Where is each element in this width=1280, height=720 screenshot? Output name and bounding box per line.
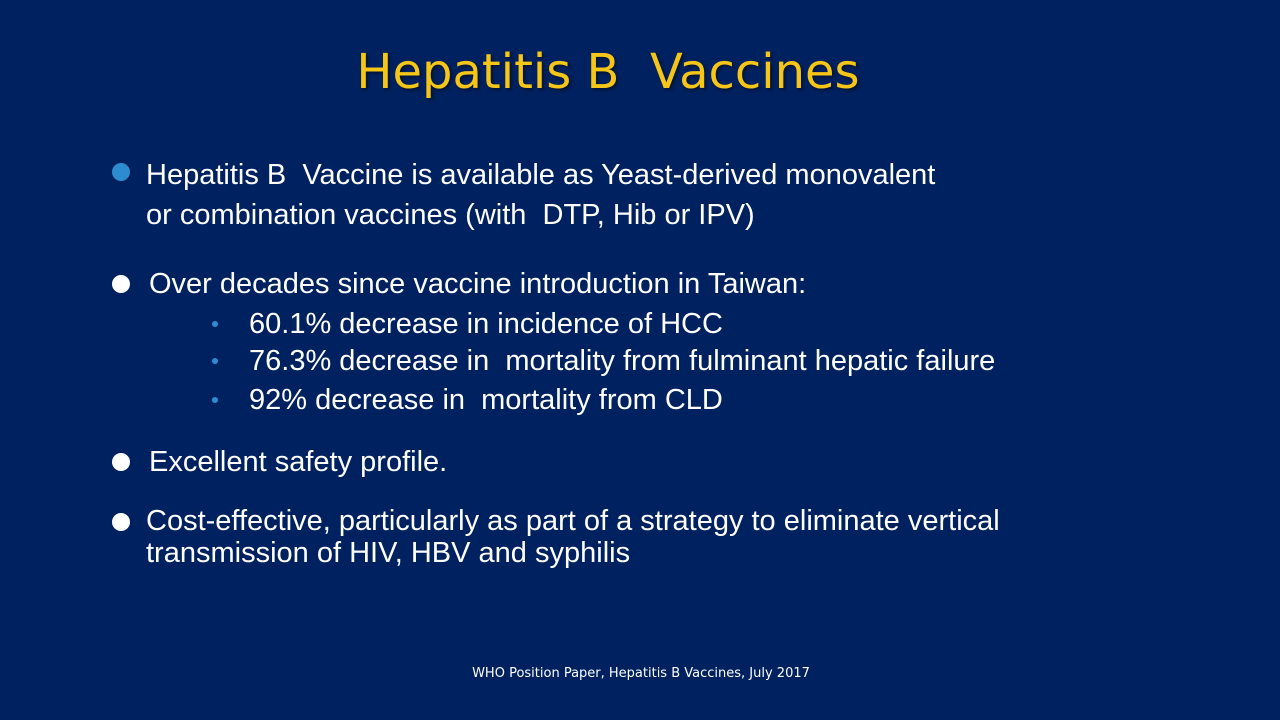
bullet-dot-icon (112, 163, 130, 181)
bullet-text (146, 155, 935, 235)
sub-bullet-dot-icon (212, 397, 218, 403)
sub-bullet-text: 92% decrease in mortality from CLD (249, 384, 723, 416)
sub-bullet-dot-icon (212, 358, 218, 364)
sub-bullet-text: 76.3% decrease in mortality from fulminant hepatic failure (249, 345, 996, 377)
sub-bullet-text: 60.1% decrease in incidence of HCC (249, 308, 723, 340)
sub-bullet-dot-icon (212, 321, 218, 327)
bullet-line: or combination vaccines (with DTP, Hib or IPV) (146, 199, 755, 231)
bullet-line: Cost-effective, particularly as part of a strategy to eliminate vertical (146, 505, 1000, 537)
bullet-dot-icon (112, 453, 130, 471)
bullet-dot-icon (112, 275, 130, 293)
bullet-line: Hepatitis B Vaccine is available as Yeast-derived monovalent (146, 159, 936, 191)
slide-title: Hepatitis B Vaccines (356, 44, 860, 100)
bullet-dot-icon (112, 513, 130, 531)
bullet-text: Excellent safety profile. (149, 446, 448, 478)
bullet-text: Over decades since vaccine introduction in Taiwan: (149, 268, 807, 300)
bullet-line: transmission of HIV, HBV and syphilis (146, 537, 631, 569)
bullet-item-4 (112, 505, 1000, 633)
bullet-text (146, 505, 1000, 569)
source-footer: WHO Position Paper, Hepatitis B Vaccines, July 2017 (472, 666, 810, 681)
